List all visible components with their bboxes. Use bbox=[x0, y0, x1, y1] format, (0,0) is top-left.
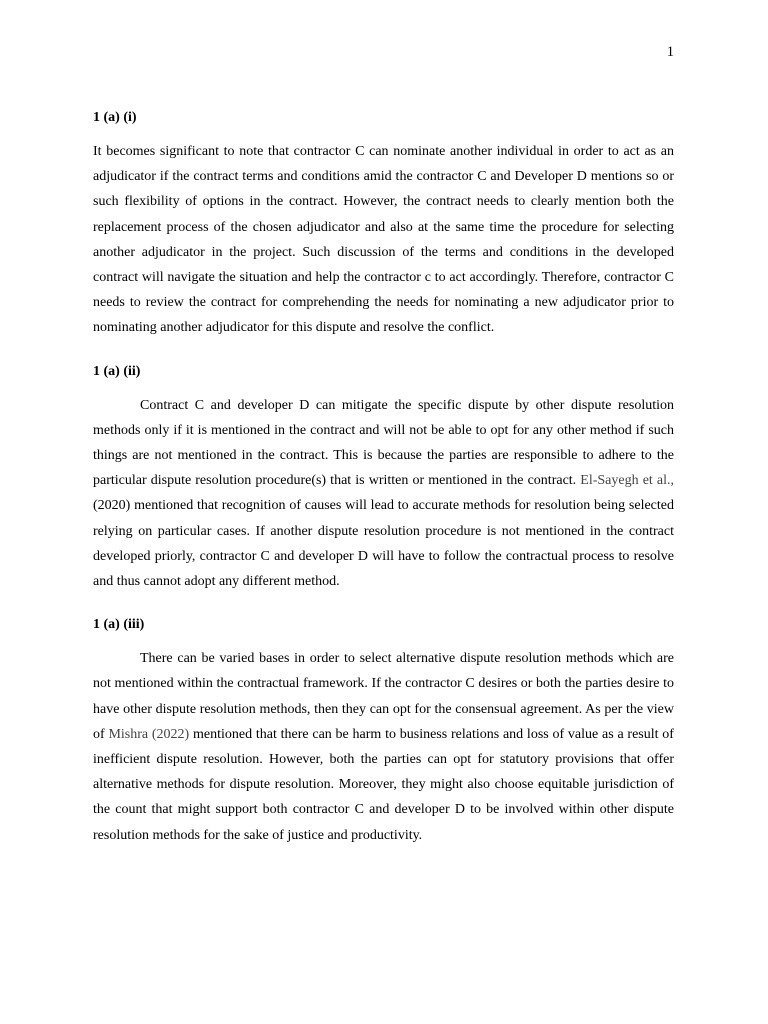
citation-link[interactable]: El-Sayegh et al., bbox=[580, 473, 674, 489]
document-body bbox=[93, 107, 674, 868]
section-paragraph bbox=[93, 393, 674, 595]
paragraph-text: (2020) mentioned that recognition of causes will lead to accurate methods for resolution being selected relying on particular cases. If another dispute resolution procedure is not mentioned in the contract developed priorly, contractor C and developer D will have to follow the contractual process to resolve and thus cannot adopt any different method. bbox=[93, 498, 674, 590]
section-heading: 1 (a) (iii) bbox=[93, 617, 145, 633]
section-1a-iii bbox=[93, 614, 674, 848]
paragraph-text: There can be varied bases in order to select alternative dispute resolution methods which are not mentioned within the contractual framework. If the contractor C desires or both the parties desire to have other dispute resolution methods, then they can opt for the consensual agreement. As per the view of bbox=[93, 651, 674, 742]
section-paragraph: It becomes significant to note that contractor C can nominate another individual in order to act as an adjudicator if the contract terms and conditions amid the contractor C and Developer D mentions so or such flexibility of options in the contract. However, the contract needs to clearly mention both the replacement process of the chosen adjudicator and also at the same time the procedure for selecting another adjudicator in the project. Such discussion of the terms and conditions in the developed contract will navigate the situation and help the contractor c to act accordingly. Therefore, contractor C needs to review the contract for comprehending the needs for nominating a new adjudicator prior to nominating another adjudicator for this dispute and resolve the conflict. bbox=[93, 144, 674, 336]
section-heading: 1 (a) (ii) bbox=[93, 363, 141, 379]
page-number: 1 bbox=[666, 44, 674, 60]
section-1a-i bbox=[93, 107, 674, 341]
paragraph-text: Contract C and developer D can mitigate the specific dispute by other dispute resolution methods only if it is mentioned in the contract and will not be able to opt for any other method if such things are not mentioned in the contract. This is because the parties are responsible to adhere to the particular dispute resolution procedure(s) that is written or mentioned in the contract. bbox=[93, 397, 674, 489]
citation-link[interactable]: Mishra (2022) bbox=[108, 726, 190, 742]
section-1a-ii bbox=[93, 361, 674, 595]
section-paragraph bbox=[93, 646, 674, 848]
paragraph-text: mentioned that there can be harm to business relations and loss of value as a result of inefficient dispute resolution. However, both the parties can opt for statutory provisions that offer alternative methods for dispute resolution. Moreover, they might also choose equitable jurisdiction of the count that might support both contractor C and developer D to be involved within other dispute resolution methods for the sake of justice and productivity. bbox=[93, 726, 674, 843]
section-heading: 1 (a) (i) bbox=[93, 110, 137, 125]
